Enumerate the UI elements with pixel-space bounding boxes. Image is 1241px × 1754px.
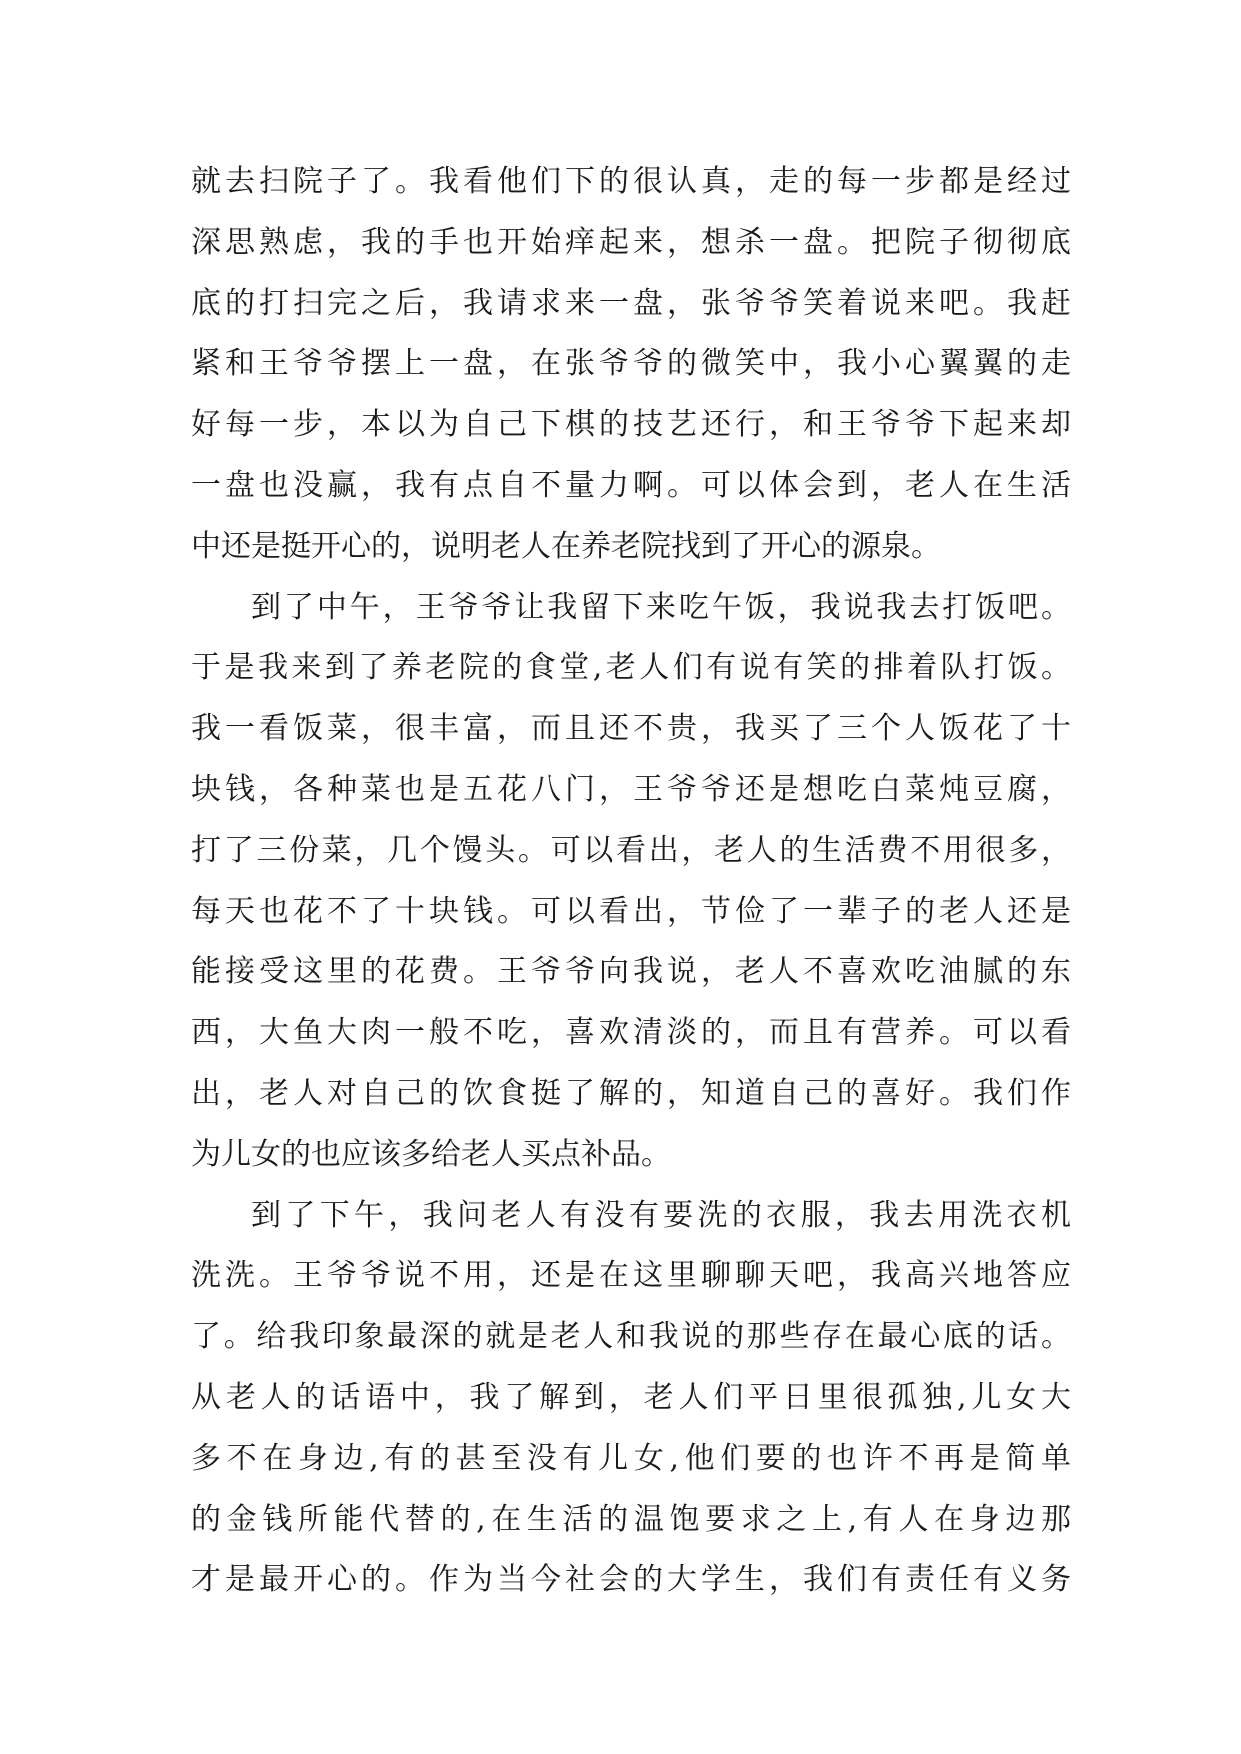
text-line: 每天也花不了十块钱。可以看出，节俭了一辈子的老人还是 [191,893,1071,929]
text-line: 好每一步，本以为自己下棋的技艺还行，和王爷爷下起来却 [191,407,1071,443]
text-line: 能接受这里的花费。王爷爷向我说，老人不喜欢吃油腻的东 [191,954,1071,990]
text-line: 西，大鱼大肉一般不吃，喜欢清淡的，而且有营养。可以看 [191,1015,1071,1051]
text-line: 我一看饭菜，很丰富，而且还不贵，我买了三个人饭花了十 [191,711,1071,747]
text-line: 到了下午，我问老人有没有要洗的衣服，我去用洗衣机 [251,1197,1071,1233]
paragraph-1 [191,152,1071,578]
text-line: 块钱，各种菜也是五花八门，王爷爷还是想吃白菜炖豆腐， [191,771,1071,807]
text-line: 的金钱所能代替的,在生活的温饱要求之上,有人在身边那 [191,1501,1071,1537]
text-line: 为儿女的也应该多给老人买点补品。 [191,1136,671,1172]
text-line: 于是我来到了养老院的食堂,老人们有说有笑的排着队打饭。 [191,650,1071,686]
text-line: 到了中午，王爷爷让我留下来吃午饭，我说我去打饭吧。 [251,589,1071,625]
text-line: 多不在身边,有的甚至没有儿女,他们要的也许不再是简单 [191,1440,1071,1476]
text-line: 打了三份菜，几个馒头。可以看出，老人的生活费不用很多， [191,832,1071,868]
text-line: 出，老人对自己的饮食挺了解的，知道自己的喜好。我们作 [191,1075,1071,1111]
text-line: 一盘也没赢，我有点自不量力啊。可以体会到，老人在生活 [191,467,1071,503]
text-line: 中还是挺开心的，说明老人在养老院找到了开心的源泉。 [191,528,941,564]
text-line: 洗洗。王爷爷说不用，还是在这里聊聊天吧，我高兴地答应 [191,1258,1071,1294]
text-line: 从老人的话语中，我了解到，老人们平日里很孤独,儿女大 [191,1379,1071,1415]
text-line: 紧和王爷爷摆上一盘，在张爷爷的微笑中，我小心翼翼的走 [191,346,1071,382]
text-line: 就去扫院子了。我看他们下的很认真，走的每一步都是经过 [191,164,1071,199]
paragraph-2 [191,578,1071,1186]
document-body [191,152,1071,1611]
text-line: 底的打扫完之后，我请求来一盘，张爷爷笑着说来吧。我赶 [191,285,1071,321]
text-line: 了。给我印象最深的就是老人和我说的那些存在最心底的话。 [191,1319,1071,1355]
text-line: 才是最开心的。作为当今社会的大学生，我们有责任有义务 [191,1562,1071,1598]
text-line: 深思熟虑，我的手也开始痒起来，想杀一盘。把院子彻彻底 [191,224,1071,260]
paragraph-3 [191,1186,1071,1612]
